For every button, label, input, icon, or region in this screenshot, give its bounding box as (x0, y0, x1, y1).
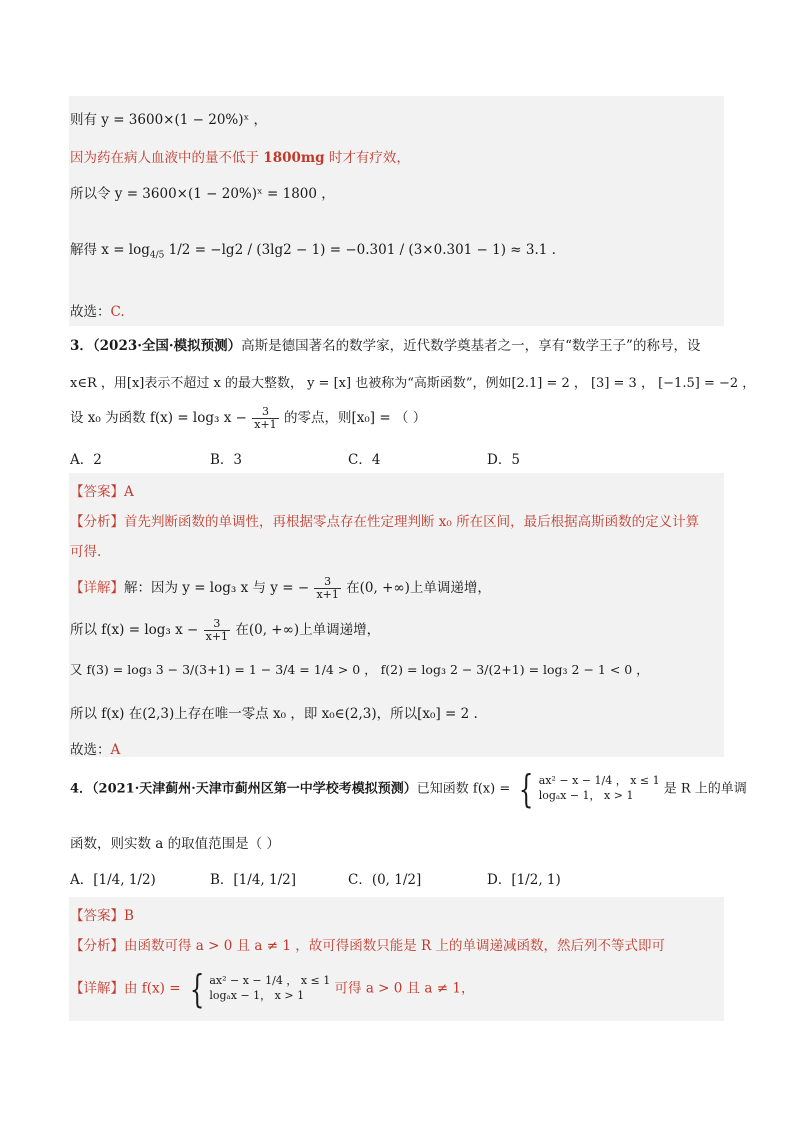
choice-a: A．2 (70, 452, 102, 468)
question-3-answer: 【答案】A (70, 484, 134, 500)
question-3-detail-4: 所以 f(x) 在(2,3)上存在唯一零点 x₀ ，即 x₀∈(2,3)，所以[x₀] = 2 . (70, 706, 478, 722)
choice-b: B．[1/4, 1/2] (210, 872, 296, 888)
brace: { (189, 967, 205, 1011)
choice-b: B．3 (210, 452, 243, 468)
choice-a: A．[1/4, 1/2) (70, 872, 156, 888)
question-3-detail-1: 【详解】解：因为 y = log₃ x 与 y = − $\frac{3}{x+1}$ 在(0, +∞)上单调递增， (70, 575, 491, 601)
question-3-detail-3: 又 f(3) = log₃ 3 − 3/(3+1) = 1 − 3/4 = 1/4 > 0 ， f(2) = log₃ 2 − 3/(2+1) = log₃ 2 − 1 < 0 ， (70, 662, 649, 677)
fraction: $\frac{3}{x+1}$ (254, 405, 277, 431)
piecewise: ax² − x − 1/4 ， x ≤ 1 logₐx − 1， x > 1 (538, 774, 660, 802)
choice-d: D．5 (487, 452, 520, 468)
solution-line-5: 故选：C. (70, 304, 125, 320)
question-4-stem-1: 4．（2021·天津蓟州·天津市蓟州区第一中学校考模拟预测）已知函数 f(x) = { ax² − x − 1/4 ， x ≤ 1 logₐx − 1， x > 1 是 R 上的单调 (70, 767, 747, 811)
solution-line-4: 解得 $x = \log_{4/5} 1/2 = -\lg 2 / (3\lg 2 - 1) = -0.301 / (3\times 0.301 - 1) \approx 3.1$ . (70, 242, 556, 261)
choice-d: D．[1/2, 1) (487, 872, 561, 888)
solution-line-3: 所以令 y = 3600×(1 − 20%)ˣ = 1800 ， (70, 186, 335, 202)
choice-c: C．4 (348, 452, 381, 468)
choice-c: C．(0, 1/2] (348, 872, 422, 888)
solution-shade-top (69, 96, 724, 326)
question-4-detail: 【详解】由 f(x) = { ax² − x − 1/4 ， x ≤ 1 logₐx − 1， x > 1 可得 a > 0 且 a ≠ 1， (70, 967, 475, 1011)
question-3-stem-3: 设 x₀ 为函数 f(x) = log₃ x − $\frac{3}{x+1}$ 的零点，则[x₀] = （ ） (70, 405, 427, 431)
question-4-answer: 【答案】B (70, 908, 134, 924)
solution-line-1: 则有 y = 3600×(1 − 20%)ˣ ， (70, 112, 268, 128)
question-3-detail-2: 所以 f(x) = log₃ x − $\frac{3}{x+1}$ 在(0, +∞)上单调递增， (70, 617, 381, 643)
question-4-analysis: 【分析】由函数可得 a > 0 且 a ≠ 1 ，故可得函数只能是 R 上的单调递减函数，然后列不等式即可 (70, 938, 665, 954)
fraction: $\frac{3}{x+1}$ (205, 617, 229, 643)
piecewise: ax² − x − 1/4 ， x ≤ 1 logₐx − 1， x > 1 (209, 974, 331, 1002)
question-3-final: 故选：A (70, 742, 121, 758)
question-3-analysis-2: 可得. (70, 544, 102, 560)
solution-line-2: 因为药在病人血液中的量不低于 1800mg 时才有疗效， (70, 150, 410, 166)
brace: { (519, 767, 534, 811)
question-3-stem-2: x∈R ，用[x]表示不超过 x 的最大整数， y = [x] 也被称为“高斯函数”，例如[2.1] = 2 ， [3] = 3 ， [−1.5] = −2 ， (70, 376, 756, 391)
fraction: $\frac{3}{x+1}$ (316, 575, 339, 601)
question-3-analysis-1: 【分析】首先判断函数的单调性，再根据零点存在性定理判断 x₀ 所在区间，最后根据高斯函数的定义计算 (70, 514, 700, 530)
question-4-stem-2: 函数，则实数 a 的取值范围是（ ） (70, 836, 280, 852)
question-3-stem-1: 3．（2023·全国·模拟预测）高斯是德国著名的数学家，近代数学奠基者之一，享有“数学王子”的称号，设 (70, 338, 701, 354)
